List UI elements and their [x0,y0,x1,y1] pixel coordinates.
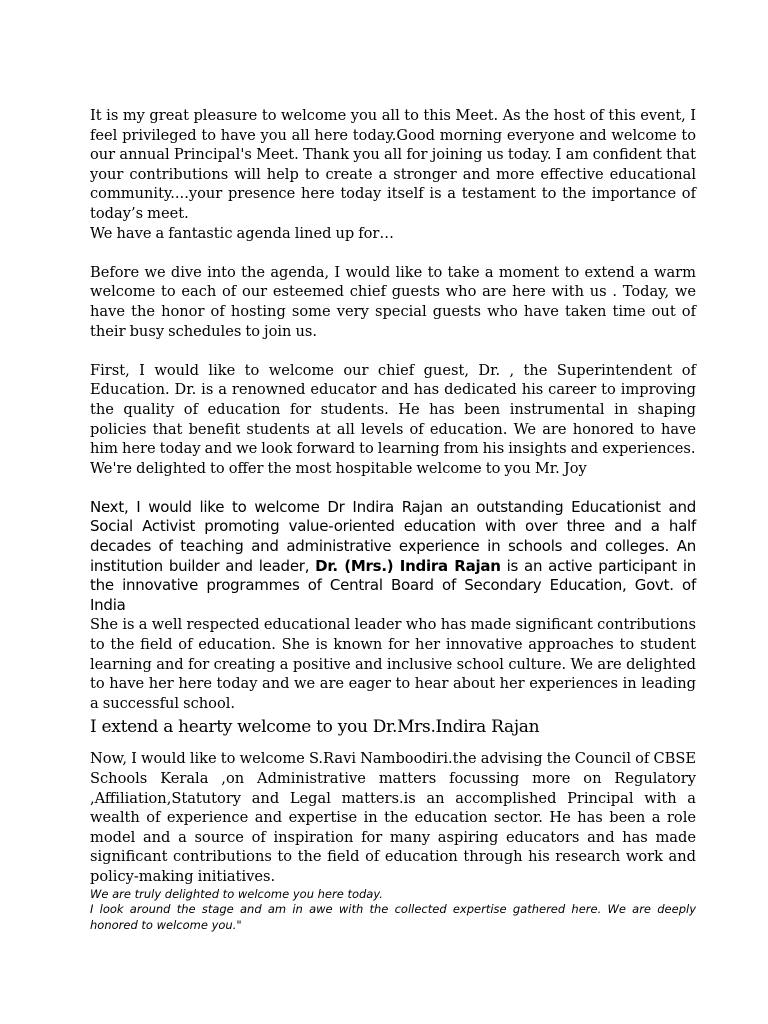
chief-guest-paragraph: First, I would like to welcome our chief guest, Dr. , the Superintendent of Education. Dr. is a renowned educator and has dedicated his career to improving the quality of education for students. He has been instrumental in shaping policies that benefit students at all levels of education. We are honored to have him here today and we look forward to learning from his insights and experiences. [90,361,696,458]
intro-paragraph: It is my great pleasure to welcome you all to this Meet. As the host of this event, I feel privileged to have you all here today.Good morning everyone and welcome to our annual Principal's Meet. Thank you all for joining us today. I am confident that your contributions will help to create a stronger and more effective educational community....your presence here today itself is a testament to the importance of today’s meet. [90,107,696,222]
welcome-mr-joy-line: We're delighted to offer the most hospitable welcome to you Mr. Joy [90,459,587,477]
document-page [90,106,696,933]
guests-paragraph: Before we dive into the agenda, I would like to take a moment to extend a warm welcome to each of our esteemed chief guests who are here with us . Today, we have the honor of hosting some very special guests who have taken time out of their busy schedules to join us. [90,263,696,340]
ravi-namboodiri-paragraph: Now, I would like to welcome S.Ravi Namboodiri.the advising the Council of CBSE Schools Kerala ,on Administrative matters focussing more on Regulatory ,Affiliation,Statutory and Legal matters.is an accomplished Principal with a wealth of experience and expertise in the education sector. He has been a role model and a source of inspiration for many aspiring educators and has made significant contributions to the field of education through his research work and policy-making initiatives. [90,750,696,885]
indira-rajan-detail-paragraph: She is a well respected educational leader who has made significant contributions to the field of education. She is known for her innovative approaches to student learning and for creating a positive and inclusive school culture. We are delighted to have her here today and we are eager to hear about her experiences in leading a successful school. [90,616,696,712]
indira-rajan-intro-paragraph [90,498,696,616]
indira-intro-text: Next, I would like to welcome Dr Indira Rajan an outstanding Educationist and Social Activist promoting value-oriented education with over three and a half decades of teaching and administrative experience in schools and colleges. An institution builder and leader, [90,497,696,575]
agenda-line: We have a fantastic agenda lined up for… [90,224,394,242]
indira-intro-end: is an active participant in the innovative programmes of Central Board of Secondary Education, Govt. of India [90,556,696,614]
indira-name-bold: Dr. (Mrs.) Indira Rajan [315,556,501,575]
hearty-welcome-heading: I extend a hearty welcome to you Dr.Mrs.Indira Rajan [90,717,540,738]
closing-line-1: We are truly delighted to welcome you here today. [90,886,383,901]
closing-line-2: I look around the stage and am in awe with the collected expertise gathered here. We are deeply honored to welcome you." [90,902,696,932]
